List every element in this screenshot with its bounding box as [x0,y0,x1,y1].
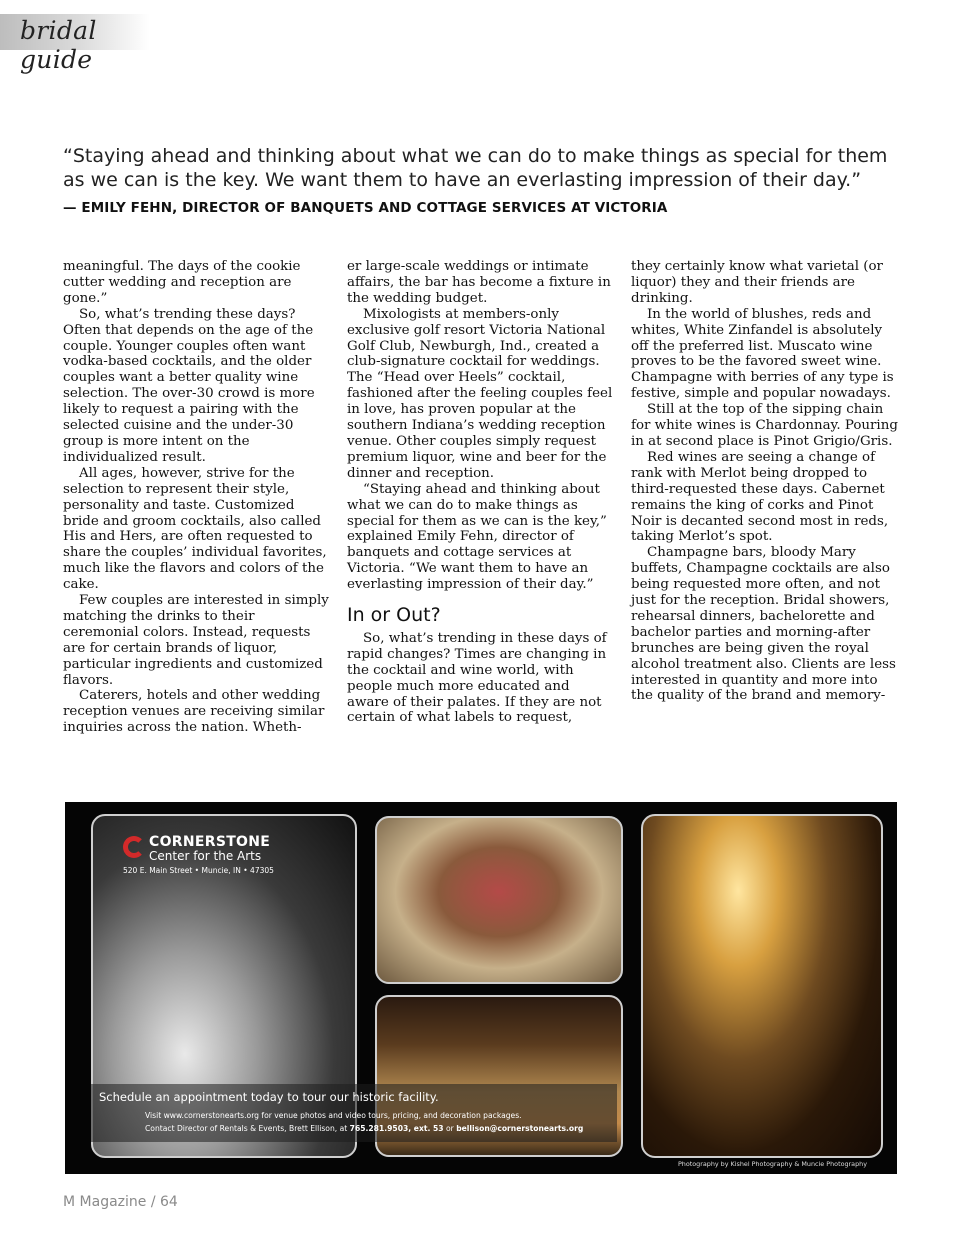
paragraph: Caterers, hotels and other wedding reception venues are receiving similar inquiries across the nation. Wheth- [63,688,325,736]
ad-photo-ceremony [641,814,883,1158]
ad-contact-prefix: Contact Director of Rentals & Events, Brett Ellison, at [145,1124,348,1133]
paragraph: All ages, however, strive for the selection to represent their style, personality and taste. Customized bride and groom cocktails, also called His and Hers, are often requested to share the couples’ individual favorites, much like the flavors and colors of the cake. [63,465,327,593]
ad-contact-phone: 765.281.9503, ext. 53 [349,1124,444,1133]
ad-logo-address: 520 E. Main Street • Muncie, IN • 47305 [123,866,274,875]
paragraph: Still at the top of the sipping chain for white wines is Chardonnay. Pouring in at second place is Pinot Grigio/Gris. [631,402,898,449]
page-footer: M Magazine / 64 [63,1194,178,1210]
ad-visit-line: Visit www.cornerstonearts.org for venue photos and video tours, pricing, and decoration packages. [145,1111,522,1120]
paragraph: In the world of blushes, reds and whites, White Zinfandel is absolutely off the preferred list. Muscato wine proves to be the favored sweet wine. Champagne with berries of any type is festive, simple and popular nowadays. [631,306,894,402]
pull-quote-attribution: — EMILY FEHN, DIRECTOR OF BANQUETS AND COTTAGE SERVICES AT VICTORIA [63,200,668,216]
photo-credit: Photography by Kishel Photography & Muncie Photography [677,1160,867,1168]
cornerstone-logo-icon [123,836,145,858]
paragraph: er large-scale weddings or intimate affairs, the bar has become a fixture in the wedding budget. [347,259,611,306]
paragraph: Champagne bars, bloody Mary buffets, Champagne cocktails are also being requested more often, and not just for the reception. Bridal showers, rehearsal dinners, bachelorette and bachelor parties and morning-after brunches are being given the royal alcohol treatment also. Clients are less interested in quantity and more into the quality of the brand and memory- [631,545,896,704]
article-column-3 [631,259,899,704]
paragraph: So, what’s trending these days? Often that depends on the age of the couple. Younger couples often want vodka-based cocktails, and the older couples want a better quality wine selection. The over-30 crowd is more likely to request a pairing with the selected cuisine and the under-30 group is more intent on the individualized result. [63,306,315,465]
paragraph: Mixologists at members-only exclusive golf resort Victoria National Golf Club, Newburgh, Ind., created a club-signature cocktail for weddings. The “Head over Heels” cocktail, fashioned after the feeling couples feel in love, has proven popular at the southern Indiana’s wedding reception venue. Other couples simply request premium liquor, wine and beer for the dinner and reception. [347,306,613,481]
paragraph: meaningful. The days of the cookie cutter wedding and reception are gone.” [63,259,301,306]
advertisement [65,802,897,1174]
article-column-2 [347,259,615,726]
paragraph: Few couples are interested in simply matching the drinks to their ceremonial colors. Instead, requests are for certain brands of liquor, particular ingredients and customized flavors. [63,593,329,688]
paragraph: “Staying ahead and thinking about what we can do to make things as special for them as we can is the key,” explained Emily Fehn, director of banquets and cottage services at Victoria. “We want them to have an everlasting impression of their day.” [347,481,607,593]
ad-banner [91,1084,617,1142]
ad-headline: Schedule an appointment today to tour our historic facility. [99,1090,439,1104]
ad-contact-or: or [446,1124,454,1133]
paragraph: Red wines are seeing a change of rank with Merlot being dropped to third-requested these days. Cabernet remains the king of corks and Pinot Noir is decanted second most in reds, taking Merlot’s spot. [631,449,889,545]
section-tab [0,14,150,74]
section-label: bridal guide [20,16,97,74]
ad-contact-email: bellison@cornerstonearts.org [456,1124,584,1133]
paragraph: they certainly know what varietal (or liquor) they and their friends are drinking. [631,259,883,306]
pull-quote: “Staying ahead and thinking about what we can do to make things as special for them as we can is the key. We want them to have an everlasting impression of their day.” [63,145,888,191]
paragraph: So, what’s trending in these days of rapid changes? Times are changing in the cocktail and wine world, with people much more educated and aware of their palates. If they are not certain of what labels to request, [347,630,607,726]
ad-photo-ballroom [375,816,623,984]
article-column-1 [63,259,331,736]
subheading: In or Out? [347,604,441,627]
ad-logo-subtitle: Center for the Arts [149,849,262,863]
ad-contact-line [145,1124,583,1133]
ad-logo-name: CORNERSTONE [149,834,271,850]
